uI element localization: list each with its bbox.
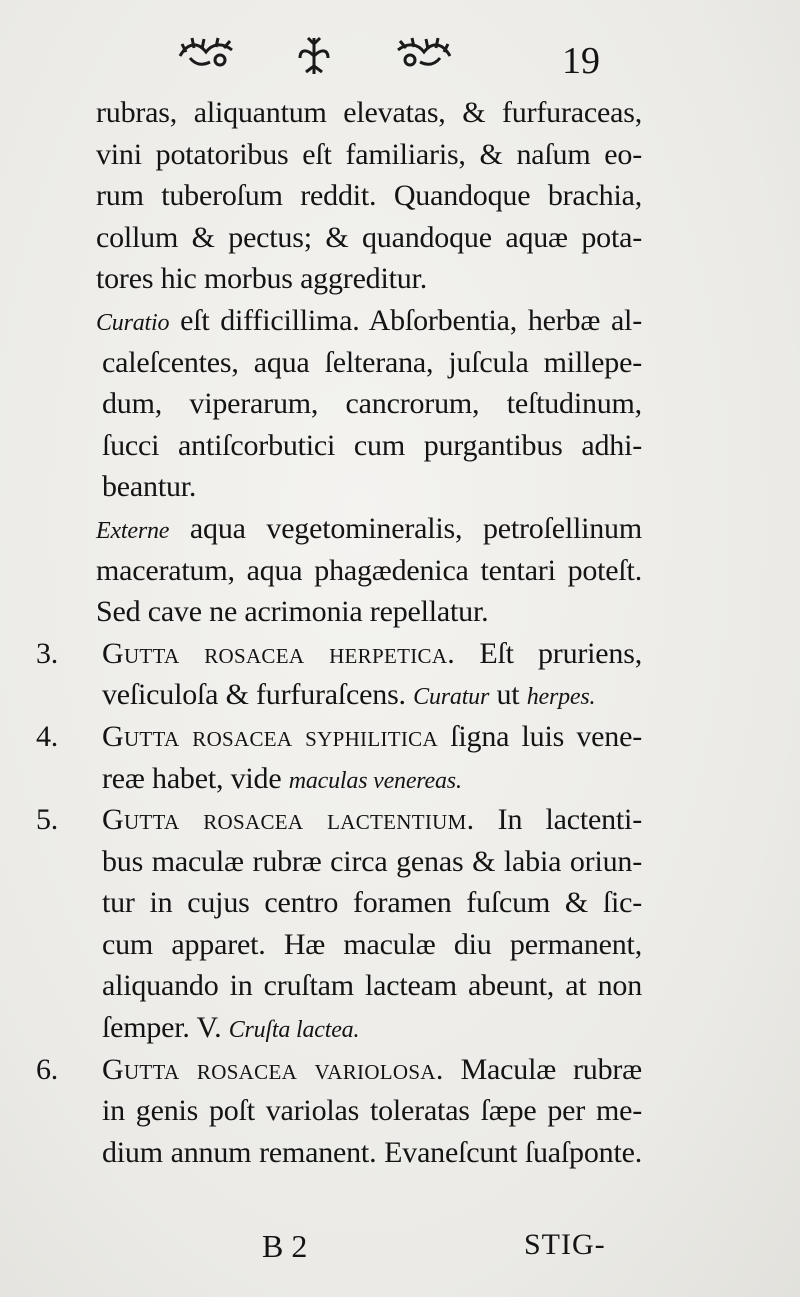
text-span: eſt difficillima. Abſorbentia, herbæ al-: [180, 303, 642, 337]
entry-5: [36, 799, 642, 1049]
text-line: ſucci antiſcorbutici cum purgantibus adhi-: [102, 428, 642, 462]
text-span: aqua vegetomineralis, petroſellinum: [189, 511, 642, 545]
entry-heading: Gutta rosacea syphilitica: [102, 719, 438, 753]
text-span: In lactenti-: [497, 803, 642, 837]
text-line: maceratum, aqua phagædenica tentari poteſt.: [96, 553, 642, 587]
entry-number: 6.: [36, 1052, 59, 1086]
italic-span: maculas venereas.: [288, 767, 462, 794]
italic-span: herpes.: [526, 684, 596, 711]
paragraph-externe: [96, 508, 642, 633]
text-line: Sed cave ne acrimonia repellatur.: [96, 595, 489, 629]
entry-6: [36, 1049, 642, 1174]
paragraph-curatio: [96, 300, 642, 508]
text-span: veſiculoſa & furfuraſcens.: [102, 678, 406, 712]
entry-3: [36, 633, 642, 716]
numbered-entries: [36, 633, 642, 1174]
text-span: ut: [496, 678, 520, 712]
fleuron-ornament-left-icon: [176, 34, 236, 70]
text-line: tur in cujus centro foramen fuſcum & ſic-: [102, 886, 642, 920]
italic-span: Cruſta lactea.: [228, 1017, 360, 1044]
text-line: caleſcentes, aqua ſelterana, juſcula millepe-: [102, 345, 642, 379]
page-footer: [0, 1228, 800, 1268]
text-line: in genis poſt variolas toleratas ſæpe per me-: [102, 1094, 642, 1128]
italic-lead: Externe: [96, 517, 170, 544]
entry-heading: Gutta rosacea lactentium.: [102, 803, 475, 837]
text-span: Eſt pruriens,: [479, 636, 642, 670]
entry-number: 4.: [36, 719, 59, 753]
text-line: rubras, aliquantum elevatas, & furfuraceas,: [96, 96, 642, 129]
page-body: [36, 92, 642, 1173]
text-span: reæ habet, vide: [102, 761, 282, 795]
text-line: beantur.: [102, 470, 197, 504]
fleuron-ornament-center-icon: [296, 34, 332, 78]
text-line: vini potatoribus eſt familiaris, & naſum eo-: [96, 137, 642, 171]
text-line: dum, viperarum, cancrorum, teſtudinum,: [102, 387, 642, 421]
text-line: dium annum remanent. Evaneſcunt ſuaſponte.: [102, 1135, 642, 1169]
text-line: bus maculæ rubræ circa genas & labia oriun-: [102, 844, 642, 878]
entry-number: 5.: [36, 803, 59, 837]
entry-heading: Gutta rosacea herpetica.: [102, 636, 456, 670]
catchword: STIG-: [524, 1228, 606, 1261]
page-header: [0, 34, 800, 84]
text-span: ſemper. V.: [102, 1011, 222, 1045]
entry-heading: Gutta rosacea variolosa.: [102, 1052, 444, 1086]
text-line: rum tuberoſum reddit. Quandoque brachia,: [96, 179, 642, 213]
entry-number: 3.: [36, 636, 59, 670]
paragraph-continuation: [96, 92, 642, 300]
page-number: 19: [562, 40, 600, 82]
text-line: cum apparet. Hæ maculæ diu permanent,: [102, 927, 642, 961]
text-line: collum & pectus; & quandoque aquæ pota-: [96, 220, 642, 254]
italic-span: Curatur: [413, 684, 490, 711]
italic-lead: Curatio: [96, 309, 170, 336]
text-span: ſigna luis vene-: [450, 719, 642, 753]
text-line: aliquando in cruſtam lacteam abeunt, at non: [102, 969, 642, 1003]
fleuron-ornament-right-icon: [394, 34, 454, 70]
signature-mark: B 2: [262, 1228, 308, 1264]
entry-4: [36, 716, 642, 799]
text-span: Maculæ rubræ: [460, 1052, 642, 1086]
text-line: tores hic morbus aggreditur.: [96, 262, 427, 296]
